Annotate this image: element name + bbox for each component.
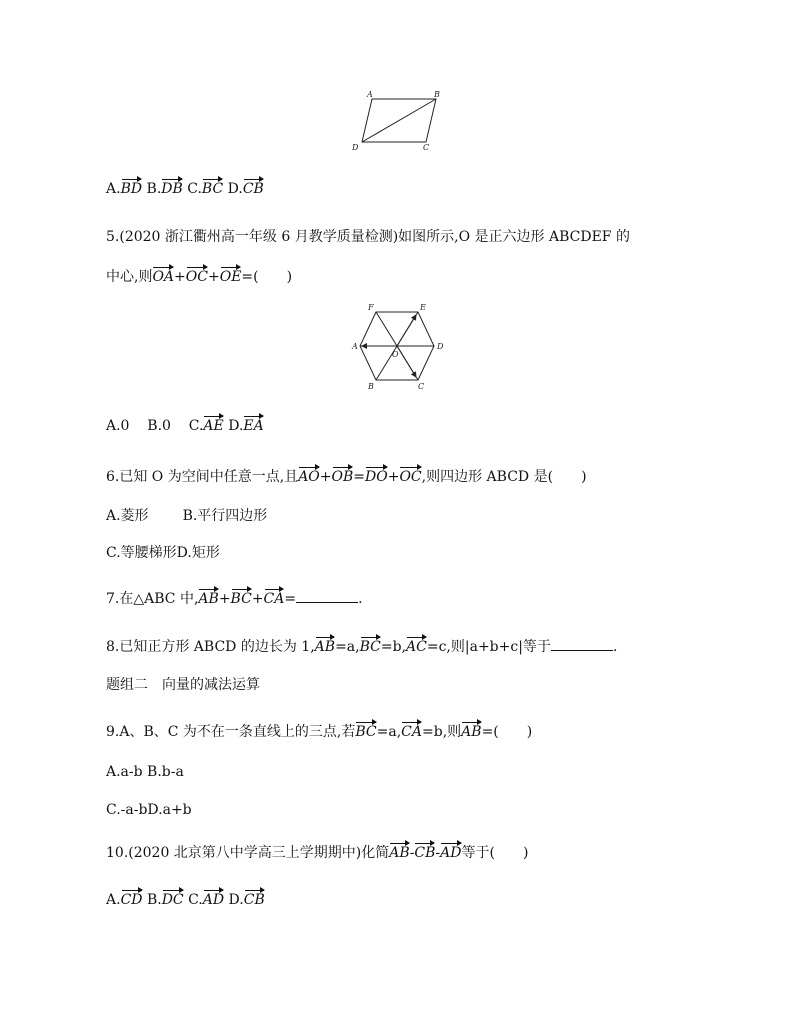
q8-prefix: 8.已知正方形 ABCD 的边长为 1, (106, 639, 315, 655)
vector-ad: AD (203, 888, 224, 910)
option-d: D.矩形 (176, 545, 220, 561)
q6-options-row1 (106, 506, 267, 526)
vector-oc: OC (399, 465, 421, 487)
minus-sign: - (435, 845, 441, 861)
fig1-label-c: C (423, 143, 430, 152)
vector-cb: CB (244, 888, 265, 910)
hexagon-figure (346, 300, 446, 396)
q10-prefix: 10.(2020 北京第八中学高三上学期期中)化简 (106, 845, 390, 861)
fig1-label-a: A (367, 90, 373, 99)
vector-ab: AB (198, 587, 218, 609)
option-d-label: D. (224, 892, 244, 908)
vector-bd: BD (121, 177, 143, 199)
q6-tail: ,则四边形 ABCD 是( ) (421, 469, 587, 485)
vector-bc: BC (231, 587, 252, 609)
q6-line (106, 465, 587, 487)
equals-sign: = (353, 469, 366, 485)
vector-ab: AB (315, 635, 335, 657)
q5-line1: 5.(2020 浙江衢州高一年级 6 月教学质量检测)如图所示,O 是正六边形 ABCDEF 的 (106, 229, 630, 245)
q9-prefix: 9.A、B、C 为不在一条直线上的三点,若 (106, 724, 356, 740)
equals-sign: = (284, 591, 297, 607)
option-a: A.菱形 (106, 508, 149, 524)
option-d-label: D. (223, 181, 243, 197)
answer-blank (296, 589, 358, 603)
q4-options (106, 177, 264, 199)
fig2-label-a: A (352, 342, 358, 351)
vector-oc: OC (186, 265, 208, 287)
vector-ac: AC (406, 635, 427, 657)
plus-sign: + (319, 469, 332, 485)
q6-options-row2 (106, 543, 220, 563)
fig2-label-e: E (420, 303, 426, 312)
fig2-label-o: O (392, 350, 399, 359)
q9-tail: =( ) (481, 724, 533, 740)
q10-line (106, 841, 528, 863)
vector-ea: EA (243, 414, 263, 436)
plus-sign: + (174, 269, 186, 285)
q6-prefix: 6.已知 O 为空间中任意一点,且 (106, 469, 299, 485)
vector-ab: AB (389, 841, 409, 863)
vector-cb: CB (243, 177, 264, 199)
vector-ao: AO (298, 465, 320, 487)
q10-tail: 等于( ) (461, 845, 529, 861)
option-a: A.0 (106, 418, 130, 434)
option-a-label: A. (106, 892, 121, 908)
option-c: C.等腰梯形 (106, 545, 177, 561)
vector-ca: CA (401, 720, 422, 742)
plus-sign: + (207, 269, 220, 285)
vector-cd: CD (121, 888, 143, 910)
vector-bc: BC (202, 177, 223, 199)
option-d-label: D. (223, 418, 244, 434)
fig2-label-b: B (368, 382, 374, 391)
fig2-label-f: F (368, 303, 374, 312)
section-title: 题组二 向量的减法运算 (106, 677, 260, 693)
option-b-label: B. (142, 181, 162, 197)
plus-sign: + (218, 591, 231, 607)
vector-db: DB (161, 177, 183, 199)
vector-oa: OA (152, 265, 174, 287)
vector-ab: AB (461, 720, 481, 742)
fig1-label-d: D (352, 143, 359, 152)
vector-ad: AD (440, 841, 461, 863)
vector-ae: AE (203, 414, 223, 436)
vector-do: DO (365, 465, 388, 487)
fig1-label-b: B (434, 90, 440, 99)
vector-oe: OE (220, 265, 242, 287)
vector-bc: BC (360, 635, 381, 657)
q8-text-1: =a, (335, 639, 360, 655)
option-a-label: A. (106, 181, 121, 197)
period: . (612, 639, 618, 655)
option-b-label: B. (142, 892, 162, 908)
q5-line2-prefix: 中心,则 (106, 269, 153, 285)
vector-ob: OB (332, 465, 354, 487)
q5-options (106, 414, 264, 436)
fig2-label-d: D (437, 342, 444, 351)
q9-options-row1: A.a-b B.b-a (106, 764, 184, 780)
vector-cb: CB (414, 841, 435, 863)
fig2-label-c: C (418, 382, 425, 391)
option-c-label: C. (188, 418, 204, 434)
option-c-label: C. (182, 181, 202, 197)
vector-bc: BC (355, 720, 376, 742)
q7-line (106, 587, 363, 609)
parallelogram-figure (348, 88, 448, 154)
q8-text-3: =c,则|a+b+c|等于 (426, 639, 551, 655)
plus-sign: + (251, 591, 264, 607)
q5-line2 (106, 265, 292, 287)
q9-options-row2: C.-a-bD.a+b (106, 802, 192, 818)
vector-dc: DC (162, 888, 184, 910)
minus-sign: - (409, 845, 415, 861)
q8-line (106, 635, 617, 657)
option-b: B.0 (147, 418, 171, 434)
answer-blank (551, 637, 613, 651)
option-b: B.平行四边形 (182, 508, 268, 524)
q8-text-2: =b, (380, 639, 407, 655)
vector-ca: CA (264, 587, 285, 609)
option-c-label: C. (183, 892, 203, 908)
q10-options (106, 888, 265, 910)
q7-prefix: 7.在△ABC 中, (106, 591, 199, 607)
q9-text-1: =a, (376, 724, 402, 740)
plus-sign: + (387, 469, 400, 485)
q9-text-2: =b,则 (422, 724, 462, 740)
q5-tail: =( ) (241, 269, 293, 285)
period: . (358, 591, 363, 607)
q9-line (106, 720, 532, 742)
